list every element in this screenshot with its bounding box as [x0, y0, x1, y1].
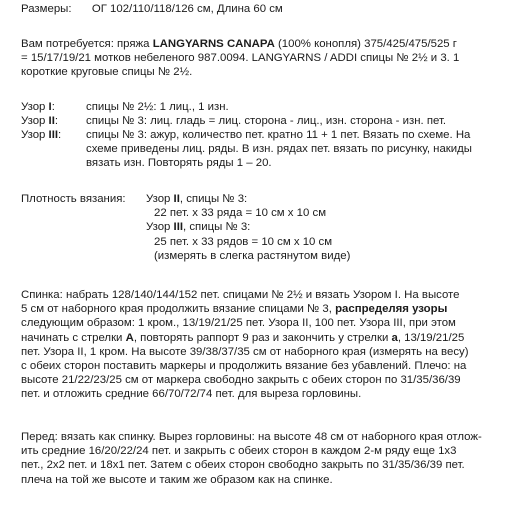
back-line-2: 5 см от наборного края продолжить вязание спицами № 3, распределяя узоры — [21, 303, 448, 316]
pattern-1-label: Узор I: — [21, 101, 55, 113]
pattern-2-label: Узор II: — [21, 115, 59, 127]
gauge-block-1-title: Узор II, спицы № 3: — [146, 193, 248, 205]
front-line-1: Перед: вязать как спинку. Вырез горловины: на высоте 48 см от наборного края отлож- — [21, 431, 482, 443]
back-line-8: пет. и отложить средние 66/70/72/74 пет. для выреза горловины. — [21, 388, 362, 401]
yarn-name: LANGYARNS CANAPA — [152, 38, 275, 50]
gauge-blocks — [146, 192, 476, 263]
materials-line-3: короткие круговые спицы № 2½. — [21, 66, 193, 79]
sizes-label: Размеры: — [21, 3, 72, 15]
materials-line1-rest: (100% конопля) 375/425/475/525 г — [274, 38, 457, 50]
gauge-block-2-title: Узор III, спицы № 3: — [146, 221, 251, 234]
front-line-3: пет., 2x2 пет. и 18x1 пет. Затем с обеих сторон свободно закрыть по 31/35/36/39 пет. — [21, 459, 465, 472]
materials-paragraph — [21, 37, 501, 80]
gauge-block-2-note: (измерять в слегка растянутом виде) — [154, 249, 351, 262]
materials-line-1 — [21, 37, 501, 51]
back-line-5: пет. Узора II, 1 кром. На высоте 39/38/37/35 см от наборного края (измерять на весу) — [21, 345, 469, 358]
back-line-4: начинать с стрелки A, повторять раппорт 9 раз и закончить у стрелки a, 13/19/21/25 — [21, 331, 465, 344]
pattern-2 — [21, 114, 446, 128]
gauge-label: Плотность вязания: — [21, 193, 126, 205]
pattern-1 — [21, 100, 229, 114]
pattern-2-text: спицы № 3: лиц. гладь = лиц. сторона - лиц., изн. сторона - изн. пет. — [86, 115, 447, 127]
back-line-6: с обеих сторон поставить маркеры и продолжить вязание без убавлений. Плечо: на — [21, 360, 467, 373]
back-line-7: высоте 21/22/23/25 см от маркера свободно закрыть с обеих сторон по 31/35/36/39 — [21, 374, 461, 387]
sizes-text: ОГ 102/110/118/126 см, Длина 60 см — [91, 3, 283, 15]
pattern-1-text: спицы № 2½: 1 лиц., 1 изн. — [86, 101, 229, 113]
pattern-3-label: Узор III: — [21, 129, 62, 141]
gauge-block-2-value: 25 пет. x 33 рядов = 10 см x 10 см — [154, 235, 333, 248]
front-line-4: плеча на той же высоте и таким же образом как на спинке. — [21, 473, 333, 486]
gauge-block-1-value: 22 пет. x 33 ряда = 10 см x 10 см — [154, 207, 327, 220]
materials-prefix: Вам потребуется: пряжа — [21, 38, 153, 50]
back-line-1: Спинка: набрать 128/140/144/152 пет. спицами № 2½ и вязать Узором I. На высоте — [21, 289, 460, 301]
sizes-line — [21, 2, 283, 16]
back-line-3: следующим образом: 1 кром., 13/19/21/25 пет. Узора II, 100 пет. Узора III, при этом — [21, 317, 456, 330]
pattern-3-text: спицы № 3: ажур, количество пет. кратно 11 + 1 пет. Вязать по схеме. На схеме приведены лиц. ряды. В изн. рядах пет. вязать по рисунку, накиды вязать изн. Повторять ряды 1 – 20. — [86, 129, 472, 170]
materials-line-2: = 15/17/19/21 мотков небеленого 987.0094. LANGYARNS / ADDI спицы № 2½ и 3. 1 — [21, 52, 460, 65]
front-paragraph — [21, 430, 506, 487]
back-paragraph — [21, 288, 506, 402]
front-line-2: ить средние 16/20/22/24 пет. и закрыть с обеих сторон в каждом 2-м ряду еще 1x3 — [21, 445, 457, 458]
pattern-3 — [21, 128, 506, 171]
